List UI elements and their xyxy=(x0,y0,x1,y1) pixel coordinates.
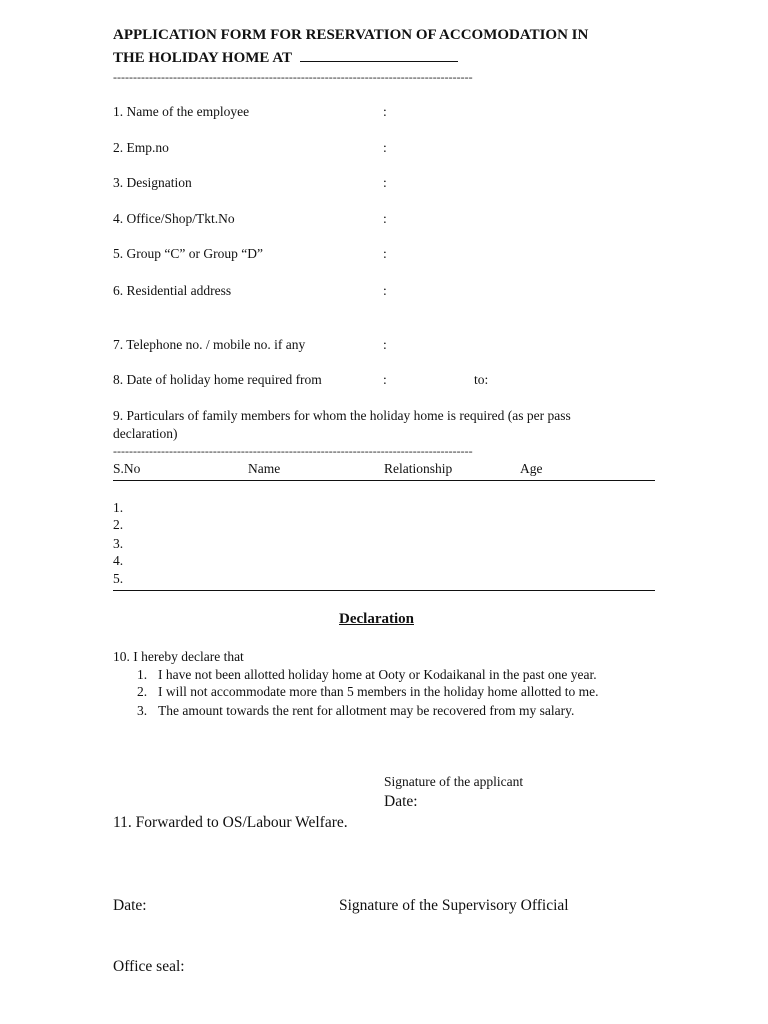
field-colon-office: : xyxy=(383,211,387,226)
field-colon-group: : xyxy=(383,246,387,261)
field-colon-designation: : xyxy=(383,175,387,190)
field-colon-emp-no: : xyxy=(383,140,387,155)
applicant-signature-label: Signature of the applicant xyxy=(384,774,524,789)
column-header-age: Age xyxy=(520,461,543,476)
column-header-name: Name xyxy=(248,461,281,476)
table-row: 1. xyxy=(113,500,124,515)
table-row: 3. xyxy=(113,536,124,551)
applicant-date-label: Date: xyxy=(384,793,418,810)
field-label-residential-address: 6. Residential address xyxy=(113,283,232,298)
column-header-relationship: Relationship xyxy=(384,461,453,476)
supervisor-signature-label: Signature of the Supervisory Official xyxy=(339,897,569,914)
field-label-date-to: to: xyxy=(474,372,489,387)
declaration-item-text: I will not accommodate more than 5 members in the holiday home allotted to me. xyxy=(158,684,599,699)
field-colon-residential-address: : xyxy=(383,283,387,298)
field-colon-telephone: : xyxy=(383,337,387,352)
table-row: 4. xyxy=(113,553,124,568)
field-label-employee-name: 1. Name of the employee xyxy=(113,104,250,119)
declaration-intro: 10. I hereby declare that xyxy=(113,649,244,664)
declaration-heading: Declaration xyxy=(339,611,414,627)
field-label-emp-no: 2. Emp.no xyxy=(113,140,169,155)
column-header-sno: S.No xyxy=(113,461,141,476)
field-label-designation: 3. Designation xyxy=(113,175,192,190)
dashed-separator-family: ------------------------------------------------------------------------------------------ xyxy=(113,444,473,458)
form-title-text: THE HOLIDAY HOME AT xyxy=(113,50,293,66)
field-colon-employee-name: : xyxy=(383,104,387,119)
declaration-item-number: 3. xyxy=(137,703,148,718)
supervisor-date-label: Date: xyxy=(113,897,147,914)
field-label-group: 5. Group “C” or Group “D” xyxy=(113,246,263,261)
family-intro-line1: 9. Particulars of family members for whom the holiday home is required (as per pass xyxy=(113,408,571,423)
table-bottom-rule xyxy=(113,590,655,591)
office-seal-label: Office seal: xyxy=(113,958,185,975)
declaration-item-number: 1. xyxy=(137,667,148,682)
table-row: 2. xyxy=(113,517,124,532)
form-title-line2 xyxy=(113,47,458,70)
family-intro-line2: declaration) xyxy=(113,426,178,441)
field-label-office: 4. Office/Shop/Tkt.No xyxy=(113,211,235,226)
declaration-item-number: 2. xyxy=(137,684,148,699)
holiday-home-blank[interactable] xyxy=(300,47,458,62)
table-header-rule xyxy=(113,480,655,481)
field-label-date-required: 8. Date of holiday home required from xyxy=(113,372,322,387)
field-label-telephone: 7. Telephone no. / mobile no. if any xyxy=(113,337,306,352)
dashed-separator-top: ------------------------------------------------------------------------------------------ xyxy=(113,70,473,84)
declaration-item-text: The amount towards the rent for allotment may be recovered from my salary. xyxy=(158,703,575,718)
field-colon-date-required: : xyxy=(383,372,387,387)
table-row: 5. xyxy=(113,571,124,586)
forwarded-to-text: 11. Forwarded to OS/Labour Welfare. xyxy=(113,814,348,831)
form-title-line1: APPLICATION FORM FOR RESERVATION OF ACCOMODATION IN xyxy=(113,27,589,43)
declaration-item-text: I have not been allotted holiday home at Ooty or Kodaikanal in the past one year. xyxy=(158,667,597,682)
